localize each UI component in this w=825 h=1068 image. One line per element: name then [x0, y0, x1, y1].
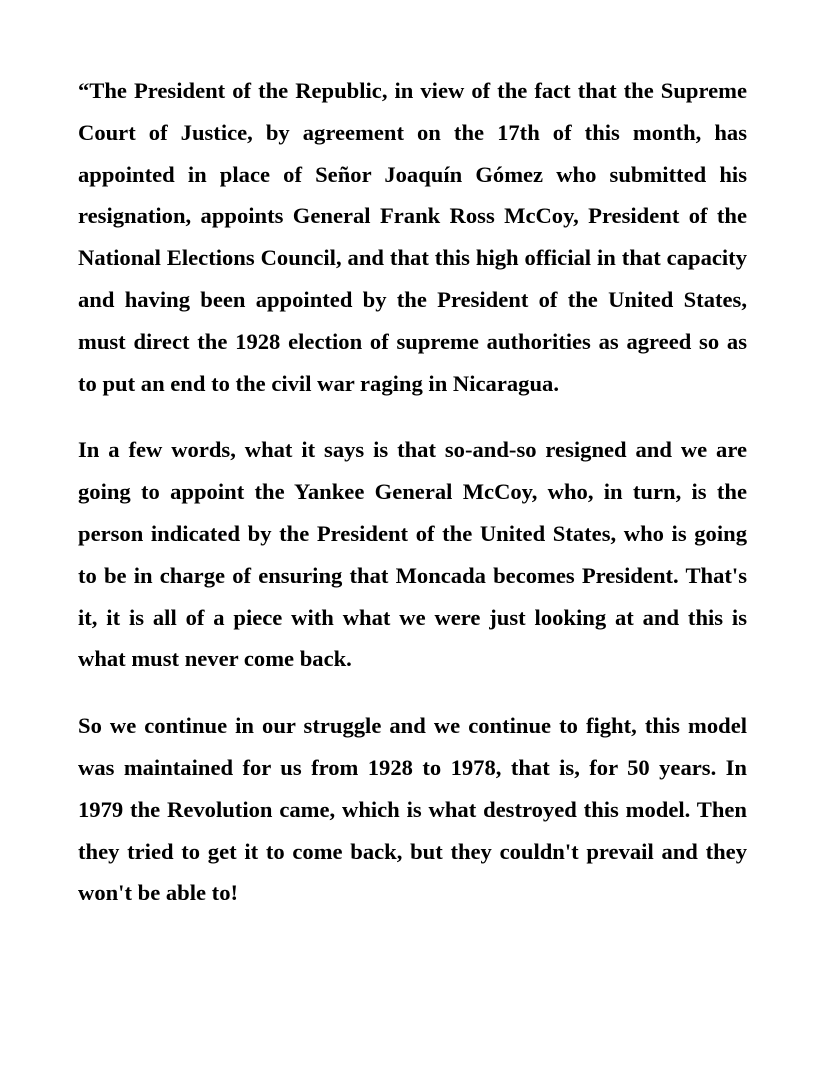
paragraph-explanation: In a few words, what it says is that so-and-so resigned and we are going to appoint the Yankee General McCoy, who, in turn, is the person indicated by the President of the United States, who is going to be in charge of ensuring that Moncada becomes President. That's it, it is all of a piece with what we were just looking at and this is what must never come back.: [78, 437, 747, 672]
document-page: [78, 70, 747, 939]
paragraph-struggle: So we continue in our struggle and we continue to fight, this model was maintained for us from 1928 to 1978, that is, for 50 years. In 1979 the Revolution came, which is what destroyed this model. Then they tried to get it to come back, but they couldn't prevail and they won't be able to!: [78, 713, 747, 906]
paragraph-presidential-decree: “The President of the Republic, in view of the fact that the Supreme Court of Justice, by agreement on the 17th of this month, has appointed in place of Señor Joaquín Gómez who submitted his resignation, appoints General Frank Ross McCoy, President of the National Elections Council, and that this high official in that capacity and having been appointed by the President of the United States, must direct the 1928 election of supreme authorities as agreed so as to put an end to the civil war raging in Nicaragua.: [78, 78, 747, 396]
